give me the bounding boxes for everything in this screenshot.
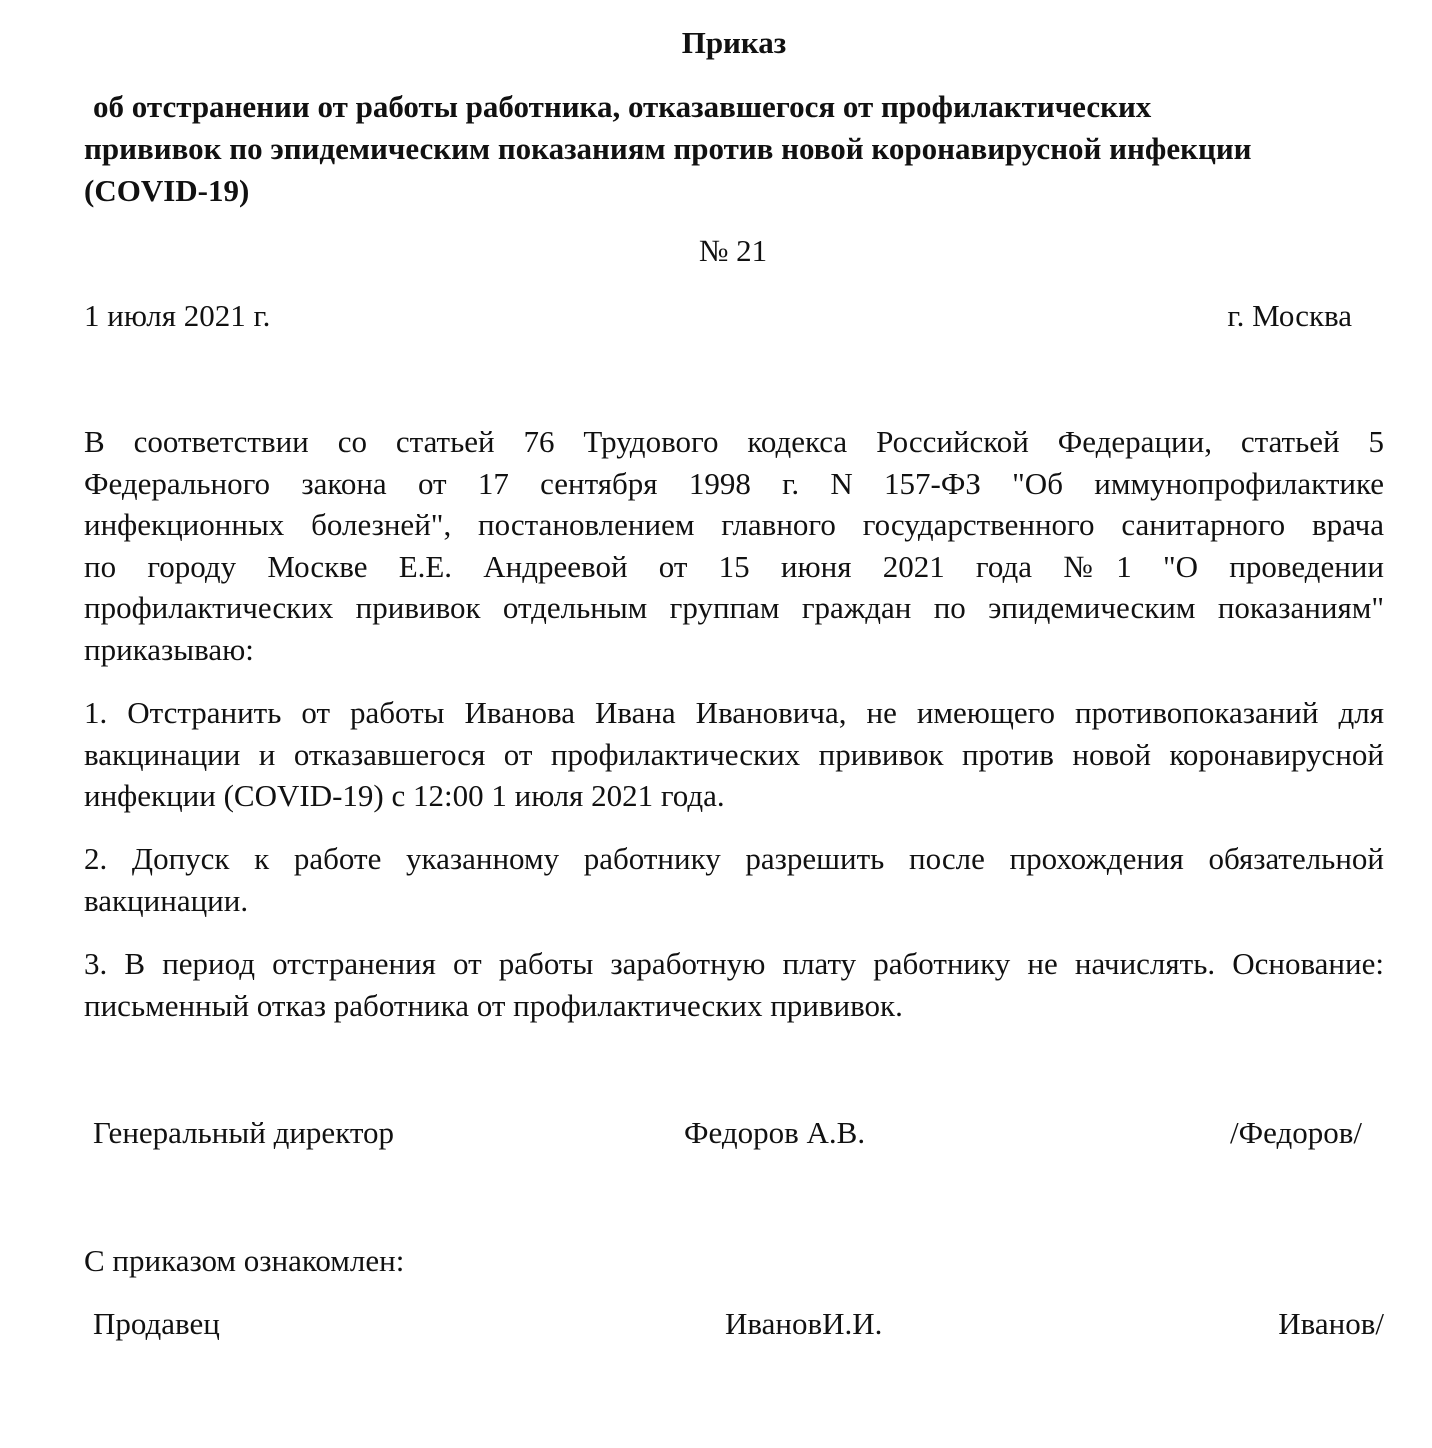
order-city: г. Москва [1227, 298, 1352, 333]
intro-paragraph [84, 421, 1384, 670]
document-title: Приказ [681, 25, 787, 60]
paragraph-line: инфекции (COVID-19) с 12:00 1 июля 2021 года. [84, 778, 725, 813]
order-item-1 [84, 692, 1384, 817]
acknowledgement-label: С приказом ознакомлен: [84, 1243, 405, 1278]
director-position: Генеральный директор [93, 1115, 394, 1150]
document-subtitle [84, 86, 1384, 212]
paragraph-line: В соответствии со статьей 76 Трудового кодекса Российской Федерации, статьей 5 [84, 424, 1384, 459]
subtitle-line: прививок по эпидемическим показаниям против новой коронавирусной инфекции [84, 131, 1252, 166]
paragraph-line: по городу Москве Е.Е. Андреевой от 15 июня 2021 года №1 "О проведении [84, 548, 1384, 584]
paragraph-line: приказываю: [84, 631, 254, 667]
employee-signature: Иванов/ [1278, 1306, 1384, 1341]
subtitle-line: об отстранении от работы работника, отказавшегося от профилактических [93, 89, 1152, 124]
subtitle-line: (COVID-19) [84, 173, 250, 208]
order-item-3 [84, 943, 1384, 1026]
employee-signature-row [0, 1303, 1432, 1345]
director-signature-row [0, 1112, 1432, 1154]
paragraph-line: вакцинации и отказавшегося от профилактических прививок против новой коронавирусной [84, 736, 1384, 772]
date-city-row [84, 295, 1352, 337]
order-item-2 [84, 838, 1384, 921]
paragraph-line: инфекционных болезней", постановлением главного государственного санитарного врача [84, 507, 1384, 542]
paragraph-line: вакцинации. [84, 882, 249, 918]
director-signature: /Федоров/ [1230, 1115, 1362, 1150]
paragraph-line: 3. В период отстранения от работы заработную плату работнику не начислять. Основание: [84, 946, 1384, 981]
paragraph-line: 1. Отстранить от работы Иванова Ивана Ивановича, не имеющего противопоказаний для [84, 695, 1384, 730]
paragraph-line: письменный отказ работника от профилактических прививок. [84, 987, 903, 1023]
employee-name: ИвановИ.И. [725, 1306, 883, 1341]
paragraph-line: Федерального закона от 17 сентября 1998 г. N 157-ФЗ "Об иммунопрофилактике [84, 465, 1384, 501]
order-date: 1 июля 2021 г. [84, 298, 271, 333]
director-name: Федоров А.В. [684, 1115, 866, 1150]
paragraph-line: профилактических прививок отдельным группам граждан по эпидемическим показаниям" [84, 590, 1384, 625]
order-number: № 21 [698, 233, 768, 268]
paragraph-line: 2. Допуск к работе указанному работнику разрешить после прохождения обязательной [84, 841, 1384, 876]
employee-position: Продавец [93, 1306, 220, 1341]
